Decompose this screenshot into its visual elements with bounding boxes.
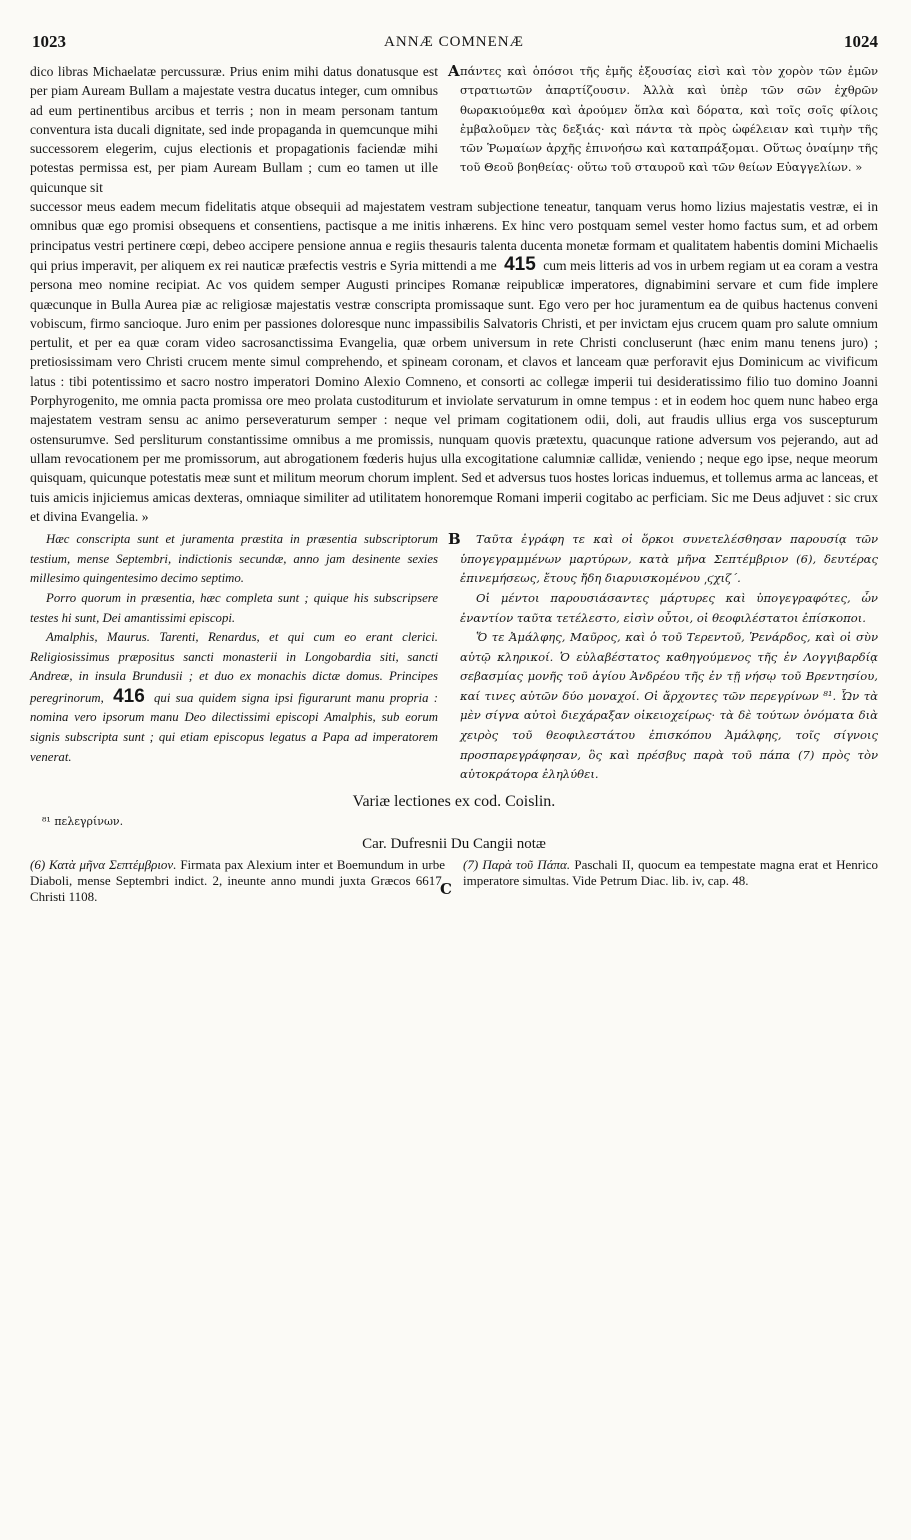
bottom-latin-p1: Hæc conscripta sunt et juramenta præstita in præsentia subscriptorum testium, mense Septembri, indictionis secundæ, anno jam desinente sexies millesimo quingentesimo decimo septimo. (30, 532, 438, 586)
bottom-latin-column (30, 530, 446, 785)
bottom-greek-column (446, 530, 878, 785)
bottom-greek-p2: Οἱ μέντοι παρουσιάσαντες μάρτυρες καὶ ὑπογεγραφότες, ὧν ἐναντίον ταῦτα τετέλεστο, εἰσὶν οὗτοι, οἱ θεοφιλέστατοι ἐπίσκοποι. (460, 590, 878, 625)
bottom-latin-p2: Porro quorum in præsentia, hæc completa sunt ; quique his subscripsere testes hi sunt, Dei amantissimi episcopi. (30, 590, 438, 625)
note-7-head: (7) Παρὰ τοῦ Πάπα. (463, 856, 571, 872)
margin-letter-c: C (440, 880, 452, 899)
notae-section (30, 836, 878, 905)
notes-columns (30, 857, 878, 905)
variae-title: Variæ lectiones ex cod. Coislin. (352, 792, 556, 810)
bottom-greek-p1: Ταῦτα ἐγράφη τε καὶ οἱ ὅρκοι συνετελέσθησαν παρουσίᾳ τῶν ὑπογεγραμμένων μαρτύρων, κατὰ μῆνα Σεπτέμβριον (6), δευτέρας ἐπινεμήσεως, ἔτους ἤδη διαρυισκομένου ͵ϛχιζ΄. (460, 532, 878, 586)
page-marker-416: 416 (113, 685, 145, 707)
page-number-right: 1024 (844, 32, 878, 51)
note-6 (30, 857, 445, 905)
top-latin-column (30, 62, 446, 197)
page-marker-415: 415 (504, 253, 536, 275)
top-latin-text: dico libras Michaelatæ percussuræ. Prius enim mihi datus donatusque est per piam Auream Bullam a majestate vestra ducatus integer, cum omnibus ad eum pertinentibus arcibus et terris ; non in meam personam tantum conventura ista ducali dignitate, sed inde propaganda in quemcunque mihi successorem elegerim, cujus electionis et propagationis faciendæ mihi potestas permissa est, per piam Auream Bullam ; cum eo tamen ut ille quicunque sit (30, 64, 438, 195)
margin-letter-a: A (448, 62, 460, 80)
note-6-head: (6) Κατὰ μῆνα Σεπτέμβριον. (30, 856, 177, 872)
main-latin-part1: successor meus eadem mecum fidelitatis atque obsequii ad majestatem vestram subjectione teneatur, tanquam verus homo lizius majestatis vestræ, ei in omnibus quæ ego promisi obsequens et consentiens, pactisque a me initis inhærens. Ex hinc vero postquam semel vester homo factus sum, et ad orbem principatus vestri pertinere cœpi, debeo accipere pensione annua e regiis thesauris talenta ducenta monetæ formam et qualitatem habentis domini Michaelis qui prius imperavit, per aliquem ex rei nauticæ præfectis vestris e Syria mittendi a me (30, 199, 878, 273)
note-7 (463, 857, 878, 905)
notae-title: Car. Dufresnii Du Cangii notæ (362, 835, 546, 852)
note-7-body: Paschali II, quocum ea tempestate magna erat et Henrico imperatore simultas. Vide Petrum Diac. lib. iv, cap. 48. (463, 856, 879, 888)
top-greek-text: πάντες καὶ ὁπόσοι τῆς ἐμῆς ἐξουσίας εἰσὶ καὶ τὸν χορὸν τῶν ἐμῶν στρατιωτῶν ἀπαρτίζουσιν. Ἀλλὰ καὶ ὑπὲρ τῶν σῶν ἐχθρῶν θωρακιούμεθα καὶ ἀρούμεν ὅπλα καὶ δόρατα, καὶ τοῖς σοῖς φίλοις ἐμβαλοῦμεν τὰς δεξιάς· καὶ πάντα τὰ πρὸς ὠφέλειαν καὶ τιμὴν τῆς τῶν Ῥωμαίων ἀρχῆς ἐπινοήσω καὶ καταπράξομαι. Οὕτως ὀναίμην τῆς τοῦ Θεοῦ βοηθείας· οὕτω τοῦ σταυροῦ καὶ τῶν θείων Εὐαγγελίων. » (460, 64, 878, 175)
running-title: ANNÆ COMNENÆ (384, 34, 524, 50)
bottom-latin-p3 (30, 628, 438, 767)
bottom-latin-p3b: qui sua quidem signa ipsi figurarunt manu propria : nomina vero ipsorum manu Deo dilectissimi episcopi Amalphis, sub eorum signis subscripta sunt ; qui etiam episcopus legatus a Papa ad imperatorem venerat. (30, 690, 438, 764)
top-columns (30, 62, 878, 197)
top-greek-column (446, 62, 878, 197)
main-latin-part2: cum meis litteris ad vos in urbem regiam ut ea coram a vestra persona meo nomine recipiat. Ac vos quidem semper Augusti principes Romanæ reipublicæ imperatores, dignabimini servare et cum fide implere quæcunque in Bulla Aurea piæ ac religiosæ majestatis vestræ conscripta promissaque sunt. Ego vero per hoc juramentum ea de quibus hactenus conveni vobiscum, firmo sancioque. Juro enim per passiones doloresque nunc impassibilis Salvatoris Christi, et per invictam ejus crucem quam pro salute omnium pertulit, et per ea quæ coram video sacrosanctissima Evangelia, quæ orbem universum in rete Christi concluserunt (hæc enim manu tenens juro) ; pretiosissimam vero Christi crucem mente simul comprehendo, et spineam coronam, et clavos et lanceam quæ perforavit ejus Dominicum ac vivificum latus : tibi potentissimo et sacro nostro imperatori Domino Alexio Comneno, et consorti ac collegæ imperii tui desideratissimo filio tuo domino Joanni Porphyrogenito, me omnia pacta promissa ore meo prolata custoditurum et inviolate servaturum in omne tempus : et in eodem hoc quem nunc habeo erga majestatem vestram sensu ac animo perseveraturum semper : neque vel primam cogitationem odii, doli, aut fraudis ullius erga vos suscepturum ostensurumve. Sed persliturum constantissime omnibus a me promissis, nunquam quovis prætextu, quacunque ratione adversum vos pejerando, aut ad ullam revocationem per me promissorum, aut abrogationem fœderis hujus ulla excogitatione calumniæ callidæ, veniendo ; neque ego ipse, neque meorum quisquam, quicunque potestatis meæ sunt et militum meorum chorum implent. Sed et adversus tuos hostes loricas induemus, et tollemus arma ac lanceas, et tuis amicis injiciemus amicas dexteras, omniaque similiter ad utilitatem honoremque Romani imperii cogitabo ac perficiam. Sic me Deus adjuvet : sic crux et divina Evangelia. » (30, 257, 878, 524)
variae-lectiones (30, 793, 878, 828)
bottom-greek-p3: Ὅ τε Ἀμάλφης, Μαῦρος, καὶ ὁ τοῦ Τερεντοῦ, Ῥενάρδος, καὶ οἱ σὺν αὐτῷ κληρικοί. Ὁ εὐλαβέστατος καθηγούμενος τῆς ἐν Λογγιβαρδίᾳ σεβασμίας μονῆς τοῦ ἁγίου Ἀνδρέου τῆς ἐν τῇ νήσῳ τοῦ Βρεντησίου, καί τινες αὐτῶν δύο μοναχοί. Οἱ ἄρχοντες τῶν περεγρίνων ⁸¹. Ὧν τὰ μὲν σίγνα αὐτοὶ διεχάραξαν οἰκειοχείρως· τὰ δὲ τούτων ὀνόματα διὰ χειρὸς τοῦ θεοφιλεστάτου ἐπισκόπου Ἀμάλφης, τοῖς σίγνοις προσπαρεγράφησαν, ὃς καὶ πρέσβυς παρὰ τοῦ πάπα (7) πρὸς τὸν αὐτοκράτορα ἐληλύθει. (460, 630, 878, 782)
variae-entry: ⁸¹ πελεγρίνων. (42, 814, 124, 828)
margin-letter-b: B (448, 530, 461, 549)
bottom-latin-p3a: Amalphis, Maurus. Tarenti, Renardus, et qui cum eo erant clerici. Religiosissimus præpositus sancti monasterii in Longobardia siti, sancti Andreæ, in insula Brundusii ; et duo ex monachis dictæ domus. Principes peregrinorum, (30, 630, 438, 705)
page-number-left: 1023 (32, 32, 66, 51)
note-6-body: Firmata pax Alexium inter et Boemundum in urbe Diaboli, mense Septembri indict. 2, ineunte anno mundi juxta Græcos 6617, Christi 1108. (30, 856, 445, 904)
page (30, 28, 878, 1523)
page-header (30, 28, 878, 62)
main-latin-block (30, 197, 878, 526)
